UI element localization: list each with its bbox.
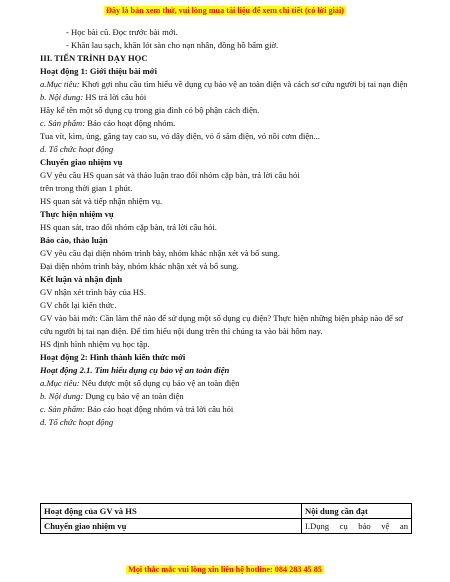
table-cell: I.Dụng cụ bảo vệ an: [302, 519, 412, 534]
activity-table: [40, 503, 412, 534]
heading-report: Báo cáo, thảo luận: [40, 235, 108, 245]
conclusion-text: GV vào bài mới: Cần làm thế nào để sử dụng một số dụng cụ điện? Thực hiện những biện pháp nào để sơ cứu người bị tai nạn điện. Để tìm hiểu nội dung trên thì chúng ta vào bài hôm nay.: [40, 313, 403, 336]
activity-2-1-title: Hoạt động 2.1. Tìm hiểu dụng cụ bảo vệ an toàn điện: [40, 365, 230, 375]
activity-2-content: [40, 390, 412, 403]
report-text: Đại diện nhóm trình bày, nhóm khác nhận xét và bổ sung.: [40, 261, 239, 271]
prep-item: - Học bài cũ. Đọc trước bài mới.: [40, 26, 412, 39]
conclusion-text: HS định hình nhiệm vụ học tập.: [40, 339, 150, 349]
activity-2-organize: d. Tổ chức hoạt động: [40, 417, 114, 427]
activity-1-content: [40, 91, 412, 104]
conclusion-text: GV nhận xét trình bày của HS.: [40, 287, 147, 297]
table-cell: Chuyển giao nhiệm vụ: [41, 519, 302, 534]
objective-text: Nêu được một số dụng cụ bảo vệ an toàn điện: [79, 378, 240, 388]
activity-1-question: Hãy kể tên một số dụng cụ trong gia đình có bộ phận cách điện.: [40, 105, 260, 115]
activity-1-objective: [40, 78, 412, 91]
hotline-banner: [0, 565, 450, 574]
assign-text: GV yêu cầu HS quan sát và thảo luận trao đổi nhóm cặp bàn, trả lời câu hỏi: [40, 170, 300, 180]
heading-conclusion: Kết luận và nhận định: [40, 274, 123, 284]
preview-banner: [0, 6, 450, 15]
assign-text: HS quan sát và tiếp nhận nhiệm vụ.: [40, 196, 163, 206]
product-label: c. Sản phẩm:: [40, 404, 86, 414]
heading-do-task: Thực hiện nhiệm vụ: [40, 209, 114, 219]
assign-text: trên trong thời gian 1 phút.: [40, 183, 133, 193]
objective-label: a.Mục tiêu:: [40, 378, 80, 388]
preview-banner-text: Đây là bản xem thử, vui lòng mua tài liệu để xem chi tiết (có lời giải): [105, 6, 344, 15]
table-header-cell: Nội dung cần đạt: [302, 504, 412, 519]
activity-2-objective: [40, 377, 412, 390]
hotline-banner-text: Mọi thắc mắc vui lòng xin liên hệ hotline: 084 283 45 85: [128, 565, 322, 574]
activity-1-answer: Tua vít, kìm, ủng, găng tay cao su, vỏ dây điện, vỏ ổ săm điện, vỏ nồi cơm điện...: [40, 131, 320, 141]
activity-1-organize: d. Tổ chức hoạt động: [40, 144, 114, 154]
content-label: b. Nội dung:: [40, 391, 84, 401]
document-body: [40, 26, 412, 429]
activity-2-title: Hoạt động 2: Hình thành kiến thức mới: [40, 352, 186, 362]
content-text: HS trả lời câu hỏi: [83, 92, 147, 102]
content-text: Dụng cụ bảo vệ an toàn điện: [83, 391, 184, 401]
prep-item: - Khăn lau sạch, khăn lót sàn cho nạn nhân, đồng hồ bấm giờ.: [40, 39, 412, 52]
table-header-cell: Hoạt động của GV và HS: [41, 504, 302, 519]
table-row: [41, 519, 412, 534]
product-text: Báo cáo hoạt động nhóm.: [85, 118, 176, 128]
heading-assign-task: Chuyển giao nhiệm vụ: [40, 157, 123, 167]
do-text: HS quan sát, trao đổi nhóm cặp bàn, trả lời câu hỏi.: [40, 222, 217, 232]
activity-1-title: Hoạt động 1: Giới thiệu bài mới: [40, 66, 157, 76]
product-text: Báo cáo hoạt động nhóm và trả lời câu hỏi: [85, 404, 234, 414]
objective-text: Khơi gợi nhu cầu tìm hiểu về dụng cụ bảo vệ an toàn điện và cách sơ cứu người bị tai nạn điện: [79, 79, 408, 89]
activity-1-product: [40, 117, 412, 130]
objective-label: a.Mục tiêu:: [40, 79, 80, 89]
section-title: III. TIẾN TRÌNH DẠY HỌC: [40, 53, 148, 63]
conclusion-text: GV chốt lại kiến thức.: [40, 300, 117, 310]
table-header-row: [41, 504, 412, 519]
product-label: c. Sản phẩm:: [40, 118, 86, 128]
report-text: GV yêu cầu đại diện nhóm trình bày, nhóm khác nhận xét và bổ sung.: [40, 248, 280, 258]
content-label: b. Nội dung:: [40, 92, 84, 102]
activity-2-product: [40, 403, 412, 416]
